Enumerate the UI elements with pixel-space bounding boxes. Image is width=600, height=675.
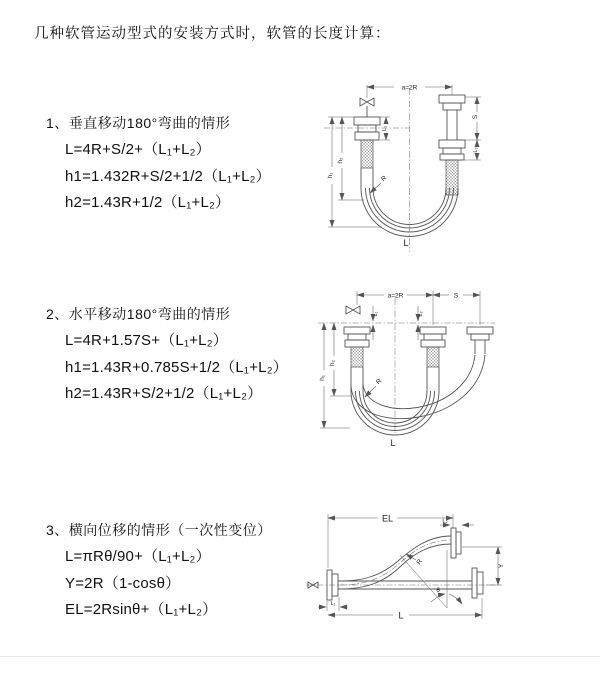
section-horizontal-180 [46, 304, 288, 408]
dimension-l1 [318, 597, 348, 611]
formula-line: L=4R+1.57S+（L₁+L₂） [65, 332, 228, 349]
dimension-l1 [380, 117, 390, 140]
diagram-lateral-displacement [300, 498, 510, 628]
section-3-heading: 3、横向位移的情形（一次性变位） [46, 522, 272, 538]
dimension-h2 [337, 117, 364, 200]
valve-icon [360, 98, 374, 117]
length-label: L [403, 238, 409, 248]
dimension-s [433, 293, 480, 300]
dimension-s [465, 97, 481, 140]
radius-leader [365, 377, 383, 397]
formula-line: Y=2R（1-cosθ） [65, 574, 181, 592]
dim-a-label: a=2R [401, 84, 418, 92]
angle-label: θ [436, 587, 440, 594]
radius-label: R [415, 558, 424, 567]
right-leg-fitting [467, 327, 493, 354]
right-leg-fitting [439, 95, 465, 195]
dim-l2-label: L₂ [473, 147, 479, 153]
braid-section [446, 160, 458, 195]
section-1-heading: 1、垂直移动180°弯曲的情形 [46, 115, 231, 131]
dim-h1-label: h₁ [327, 172, 334, 179]
dim-a-label: a=2R [387, 292, 404, 300]
radius-label: R [379, 174, 389, 184]
left-leg-fitting [354, 117, 380, 168]
dimension-h1 [319, 323, 350, 428]
section-vertical-180 [46, 113, 271, 217]
dim-l1-label: L₁ [373, 311, 379, 317]
dim-h2-label: h₂ [337, 157, 344, 164]
dimension-l [328, 598, 482, 621]
dim-h2-label: h₂ [329, 359, 336, 367]
dim-el-label: EL [381, 513, 394, 524]
page-bottom-divider [0, 656, 600, 657]
formula-line: h1=1.432R+S/2+1/2（L₁+L₂） [65, 167, 271, 185]
section-3-formulas [46, 544, 272, 624]
dim-y-label: Y [498, 563, 505, 569]
braid-section [427, 347, 439, 367]
left-leg-fitting [344, 327, 370, 367]
diagram-1-drawing [310, 72, 495, 257]
dim-l2-label: L₂ [418, 311, 424, 317]
lower-flange [472, 568, 483, 598]
dimension-h1 [327, 117, 382, 227]
braid-section [361, 140, 373, 168]
dimension-y [462, 547, 505, 585]
hose-displaced [351, 355, 485, 419]
formula-line: h2=1.43R+S/2+1/2（L₁+L₂） [65, 385, 263, 402]
diagram-horizontal-180 [310, 278, 505, 453]
dim-l2-label: L₂ [442, 518, 448, 525]
formula-line: h2=1.43R+1/2（L₁+L₂） [65, 194, 231, 211]
radius-leader [406, 554, 424, 566]
dimension-l2 [440, 519, 474, 526]
section-2-heading: 2、水平移动180°弯曲的情形 [46, 306, 231, 322]
page-title: 几种软管运动型式的安装方式时，软管的长度计算： [34, 26, 391, 42]
formula-line: L=πRθ/90+（L₁+L₂） [65, 548, 211, 565]
middle-leg-fitting [420, 327, 446, 367]
section-2-formulas [46, 328, 288, 408]
dimension-el [328, 514, 453, 569]
dim-l1-label: L₁ [382, 126, 388, 131]
radius-label: R [374, 377, 384, 387]
diagram-vertical-180 [310, 72, 495, 257]
dim-s-label: S [453, 292, 459, 300]
upper-flange [451, 528, 461, 558]
diagram-3-drawing [300, 498, 510, 628]
dim-h1-label: h₁ [319, 375, 326, 381]
diagram-2-drawing [310, 278, 505, 453]
section-1-formulas [46, 137, 271, 217]
dim-s-label: S [472, 114, 479, 120]
length-label: L [390, 438, 396, 448]
dim-l1-label: L₁ [330, 601, 336, 607]
formula-line: EL=2Rsinθ+（L₁+L₂） [65, 601, 218, 618]
formula-line: L=4R+S/2+（L₁+L₂） [65, 141, 211, 158]
valve-icon [346, 306, 360, 314]
dimension-l2 [460, 140, 481, 160]
braid-section [351, 347, 363, 367]
section-lateral-displacement [46, 520, 272, 624]
formula-line: h1=1.43R+0.785S+1/2（L₁+L₂） [65, 358, 288, 376]
length-label: L [398, 610, 404, 621]
dimension-a-2r [357, 291, 480, 325]
